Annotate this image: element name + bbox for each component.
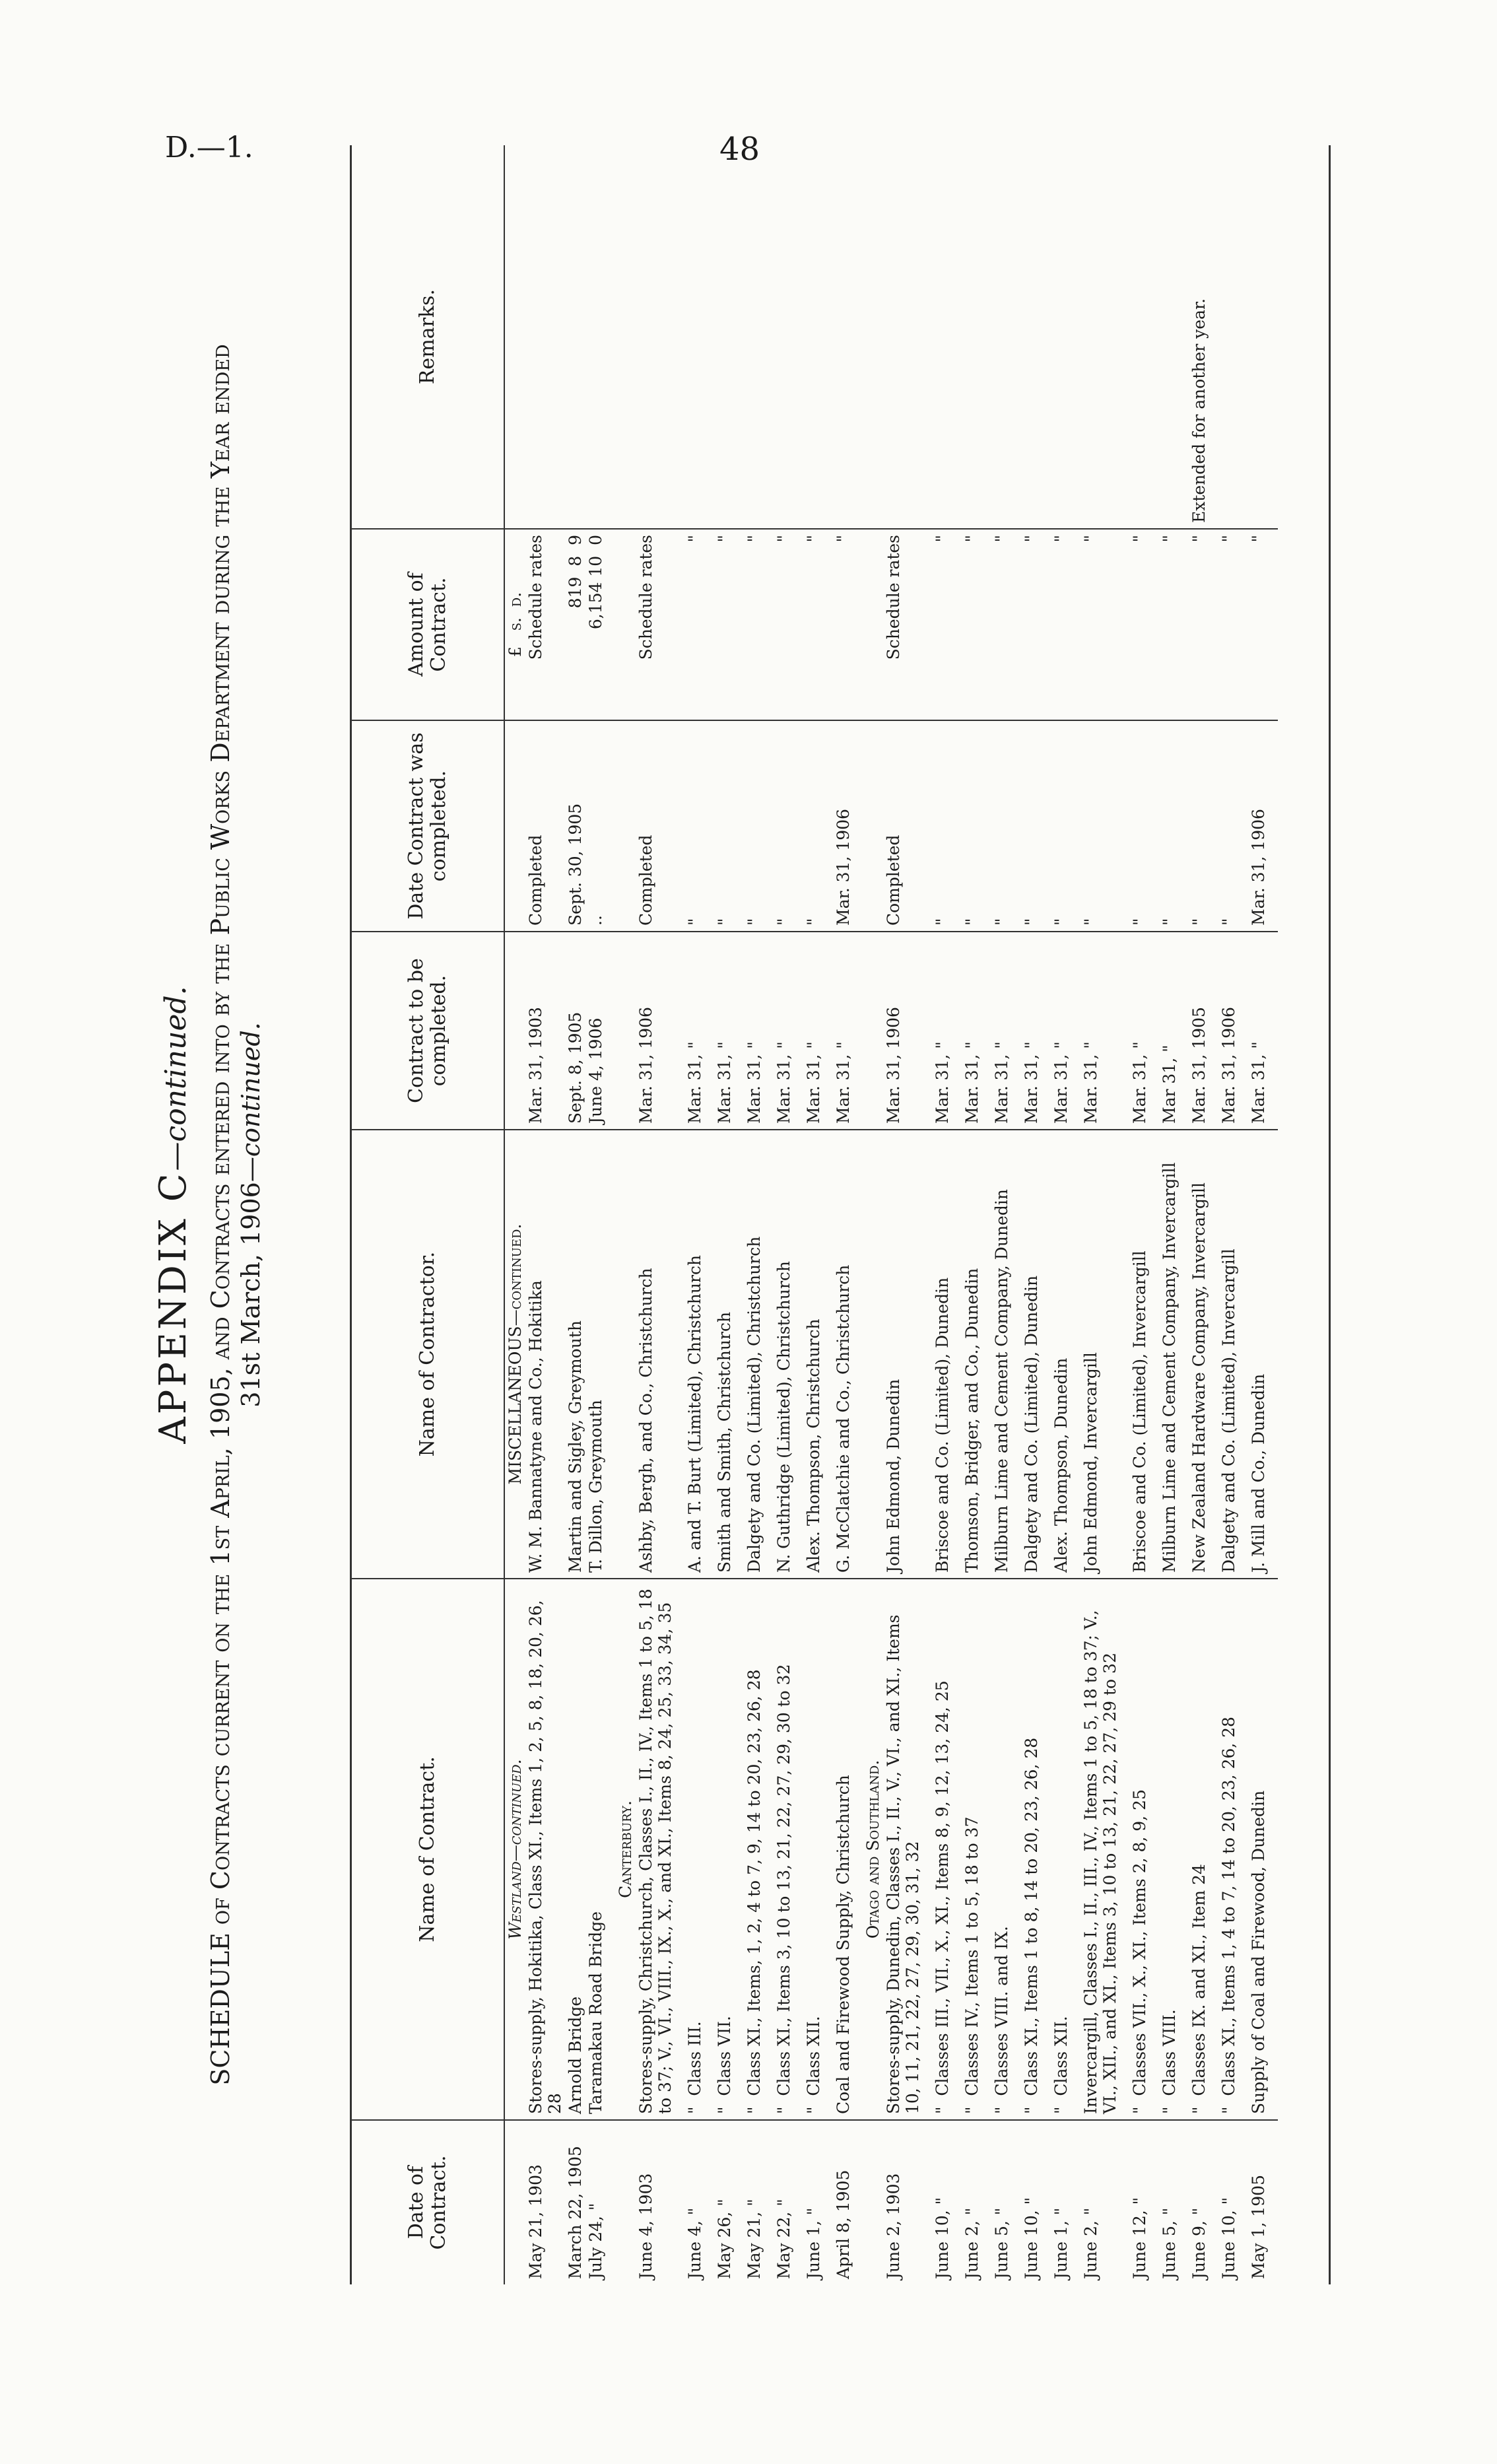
row-gap [952,145,962,2284]
cell-amount: " [1129,528,1150,720]
cell-remarks [744,145,764,528]
cell-to-be-completed: Mar. 31, " [833,931,853,1129]
table-row [883,145,923,2284]
col-amount: Amount of Contract. [352,528,504,720]
cell-contractor: Dalgety and Co. (Limited), Christchurch [744,1129,764,1578]
row-gap [735,145,744,2284]
table-body [505,145,1278,2284]
cell-was-completed: " [774,720,794,931]
cell-date: June 12, " [1129,2119,1150,2284]
cell-to-be-completed: Mar. 31, " [1081,931,1120,1129]
cell-contractor: J. Mill and Co., Dunedin [1248,1129,1269,1578]
cell-remarks [803,145,824,528]
cell-was-completed: " [1189,720,1209,931]
table-row [714,145,735,2284]
cell-remarks [962,145,982,528]
cell-amount: " [714,528,735,720]
cell-remarks [684,145,705,528]
table-row [932,145,952,2284]
table-row [1021,145,1042,2284]
cell-date: June 5, " [991,2119,1012,2284]
cell-remarks [525,145,565,528]
cell-name: " Class XII. [803,1578,824,2119]
cell-date: May 1, 1905 [1248,2119,1269,2284]
currency-header: £ s. d. [505,528,525,720]
document-code: D.—1. [165,131,253,164]
cell-remarks [714,145,735,528]
contracts-table [350,145,1331,2284]
schedule-subtitle-continued: —continued. [236,1022,265,1182]
table-row [1129,145,1150,2284]
cell-contractor: Milburn Lime and Cement Company, Invercargill [1159,1129,1180,1578]
cell-contractor: N. Guthridge (Limited), Christchurch [774,1129,794,1578]
cell-name: " Class VII. [714,1578,735,2119]
row-gap [853,145,863,2284]
cell-amount: " [744,528,764,720]
table-row [636,145,675,2284]
cell-to-be-completed: Mar. 31, " [803,931,824,1129]
cell-was-completed: Completed [636,720,675,931]
appendix-title [152,132,195,2298]
cell-was-completed: " [1021,720,1042,931]
row-gap [1120,145,1129,2284]
cell-amount: " [803,528,824,720]
cell-date: June 2, 1903 [883,2119,923,2284]
cell-date: May 21, " [744,2119,764,2284]
cell-name: Taramakau Road Bridge [585,1578,606,2119]
cell-to-be-completed: Mar. 31, 1906 [1218,931,1239,1129]
cell-amount: " [1189,528,1209,720]
cell-remarks [883,145,923,528]
table-row [525,145,565,2284]
cell-amount: " [962,528,982,720]
cell-amount: Schedule rates [883,528,923,720]
row-gap [794,145,803,2284]
section-westland: Westland—continued. [505,1578,525,2119]
rotated-sheet [152,132,1340,2298]
cell-amount: " [1051,528,1071,720]
cell-was-completed: " [1081,720,1120,931]
section-misc: MISCELLANEOUS—continued. [505,1129,525,1578]
cell-name: " Classes VIII. and IX. [991,1578,1012,2119]
cell-was-completed: " [932,720,952,931]
page-number: 48 [719,131,760,168]
table-row [684,145,705,2284]
cell-to-be-completed: Mar. 31, " [1248,931,1269,1129]
cell-was-completed: " [714,720,735,931]
cell-was-completed: " [1218,720,1239,931]
row-gap [1042,145,1051,2284]
cell-to-be-completed: Mar. 31, 1906 [636,931,675,1129]
cell-contractor: Smith and Smith, Christchurch [714,1129,735,1578]
cell-was-completed: .. [585,720,606,931]
cell-remarks: Extended for another year. [1189,298,1209,523]
cell-date: June 2, " [962,2119,982,2284]
cell-to-be-completed: Mar. 31, " [684,931,705,1129]
table-header [352,145,505,2284]
cell-name: " Class VIII. [1159,1578,1180,2119]
cell-was-completed: " [991,720,1012,931]
cell-amount: " [991,528,1012,720]
cell-name: " Classes IX. and XI., Item 24 [1189,1578,1209,2119]
cell-date: June 2, " [1081,2119,1120,2284]
cell-to-be-completed: Mar. 31, " [744,931,764,1129]
cell-date: June 10, " [1021,2119,1042,2284]
cell-contractor: Ashby, Bergh, and Co., Christchurch [636,1129,675,1578]
row-gap [1180,145,1189,2284]
cell-was-completed: Completed [883,720,923,931]
cell-was-completed: " [803,720,824,931]
cell-to-be-completed: Mar. 31, 1906 [883,931,923,1129]
cell-amount: " [1021,528,1042,720]
cell-contractor: Briscoe and Co. (Limited), Invercargill [1129,1129,1150,1578]
cell-to-be-completed: Mar. 31, " [714,931,735,1129]
title-block [152,132,330,2298]
cell-was-completed: Sept. 30, 1905 [565,720,585,931]
cell-name: " Class III. [684,1578,705,2119]
cell-was-completed: " [1051,720,1071,931]
col-remarks: Remarks. [416,289,439,385]
cell-contractor: Thomson, Bridger, and Co., Dunedin [962,1129,982,1578]
row-gap [764,145,774,2284]
cell-to-be-completed: Sept. 8, 1905 [565,931,585,1129]
row-gap [1071,145,1081,2284]
cell-was-completed: Mar. 31, 1906 [833,720,853,931]
row-gap [1209,145,1218,2284]
cell-name: Stores-supply, Christchurch, Classes I., II., IV., Items 1 to 5, 18 to 37; V., VI., VIII., IX., X., and XI., Items 8, 24, 25, 33, 34, 35 [636,1578,675,2119]
cell-was-completed: Mar. 31, 1906 [1248,720,1269,931]
row-gap [675,145,684,2284]
group-otago [883,145,1278,2284]
cell-to-be-completed: Mar. 31, " [962,931,982,1129]
cell-amount: " [1218,528,1239,720]
cell-date: March 22, 1905 [565,2119,585,2284]
cell-was-completed: Completed [525,720,565,931]
cell-contractor: Dalgety and Co. (Limited), Invercargill [1218,1129,1239,1578]
cell-remarks [991,145,1012,528]
cell-contractor: John Edmond, Dunedin [883,1129,923,1578]
row-gap [1012,145,1021,2284]
cell-amount: " [1081,528,1120,720]
section-canterbury: Canterbury. [615,1578,636,2119]
cell-contractor: Milburn Lime and Cement Company, Dunedin [991,1129,1012,1578]
row-gap [982,145,991,2284]
cell-name: " Class XI., Items 1 to 8, 14 to 20, 23, 26, 28 [1021,1578,1042,2119]
cell-to-be-completed: Mar. 31, " [1051,931,1071,1129]
appendix-continued: —continued. [159,986,193,1171]
cell-remarks [1159,145,1180,528]
cell-date: June 1, " [1051,2119,1071,2284]
cell-contractor: John Edmond, Invercargill [1081,1129,1120,1578]
row-gap [1150,145,1159,2284]
appendix-title-text: APPENDIX C [152,1171,195,1444]
cell-contractor: W. M. Bannatyne and Co., Hokitika [525,1129,565,1578]
schedule-subtitle-line1: of Contracts current on the 1st April, 1905, and Contracts entered into by the Public Works Department during the Year ended [206,344,235,1933]
cell-contractor: T. Dillon, Greymouth [585,1129,606,1578]
cell-was-completed: " [1129,720,1150,931]
col-was-completed: Date Contract was completed. [352,720,504,931]
cell-name: " Class XII. [1051,1578,1071,2119]
cell-contractor: G. McClatchie and Co., Christchurch [833,1129,853,1578]
cell-contractor: A. and T. Burt (Limited), Christchurch [684,1129,705,1578]
cell-contractor: Martin and Sigley, Greymouth [565,1129,585,1578]
cell-to-be-completed: June 4, 1906 [585,931,606,1129]
table-row [1218,145,1239,2284]
table-row [833,145,853,2284]
table-row [1248,145,1269,2284]
table-row [991,145,1012,2284]
cell-remarks [1081,145,1120,528]
cell-amount: 819 8 9 [565,528,585,720]
cell-to-be-completed: Mar. 31, 1903 [525,931,565,1129]
cell-amount: " [1159,528,1180,720]
cell-amount: " [833,528,853,720]
cell-remarks [1218,145,1239,528]
cell-amount: " [932,528,952,720]
cell-name: Stores-supply, Dunedin, Classes I., II., V., VI., and XI., Items 10, 11, 21, 22, 27, 29, 30, 31, 32 [883,1578,923,2119]
table-row [565,145,585,2284]
cell-contractor: Alex. Thompson, Christchurch [803,1129,824,1578]
cell-name: " Class XI., Items 3, 10 to 13, 21, 22, 27, 29, 30 to 32 [774,1578,794,2119]
row-gap [606,145,615,2284]
cell-remarks [565,145,585,528]
cell-amount: " [774,528,794,720]
cell-name: " Class XI., Items 1, 4 to 7, 14 to 20, 23, 26, 28 [1218,1578,1239,2119]
cell-name: Arnold Bridge [565,1578,585,2119]
cell-name: Invercargill, Classes I., II., III., IV., Items 1 to 5, 18 to 37; V., VI., XII., and XI., Items 3, 10 to 13, 21, 22, 27, 29 to 32 [1081,1578,1120,2119]
cell-date: July 24, " [585,2119,606,2284]
table-row [1189,145,1209,2284]
group-canterbury [636,145,863,2284]
row-gap [923,145,932,2284]
cell-contractor: Dalgety and Co. (Limited), Dunedin [1021,1129,1042,1578]
cell-to-be-completed: Mar 31, " [1159,931,1180,1129]
row-gap [1269,145,1278,2284]
schedule-subtitle-line2: 31st March, 1906 [236,1182,265,1408]
cell-date: June 9, " [1189,2119,1209,2284]
col-contractor: Name of Contractor. [352,1129,504,1578]
cell-remarks [636,145,675,528]
cell-amount: Schedule rates [525,528,565,720]
cell-to-be-completed: Mar. 31, " [1021,931,1042,1129]
cell-date: April 8, 1905 [833,2119,853,2284]
cell-to-be-completed: Mar. 31, 1905 [1189,931,1209,1129]
cell-was-completed: " [744,720,764,931]
cell-date: May 22, " [774,2119,794,2284]
cell-remarks [1021,145,1042,528]
col-date: Date of Contract. [352,2119,504,2284]
cell-date: June 10, " [932,2119,952,2284]
cell-name: " Classes IV., Items 1 to 5, 18 to 37 [962,1578,982,2119]
table-row [803,145,824,2284]
schedule-word: SCHEDULE [206,1933,235,2086]
cell-date: June 1, " [803,2119,824,2284]
cell-name: Supply of Coal and Firewood, Dunedin [1248,1578,1269,2119]
table-row [744,145,764,2284]
cell-was-completed: " [684,720,705,931]
row-gap [1239,145,1248,2284]
section-otago: Otago and Southland. [863,1578,883,2119]
cell-to-be-completed: Mar. 31, " [991,931,1012,1129]
cell-to-be-completed: Mar. 31, " [774,931,794,1129]
cell-remarks [932,145,952,528]
cell-remarks [1051,145,1071,528]
table-row [1159,145,1180,2284]
cell-date: June 5, " [1159,2119,1180,2284]
cell-to-be-completed: Mar. 31, " [932,931,952,1129]
cell-name: " Class XI., Items, 1, 2, 4 to 7, 9, 14 to 20, 23, 26, 28 [744,1578,764,2119]
cell-name: Stores-supply, Hokitika, Class XI., Items 1, 2, 5, 8, 18, 20, 26, 28 [525,1578,565,2119]
col-to-be-completed: Contract to be completed. [352,931,504,1129]
cell-date: June 10, " [1218,2119,1239,2284]
cell-was-completed: " [1159,720,1180,931]
table-row [1051,145,1071,2284]
section-row [505,145,525,2284]
cell-name: Coal and Firewood Supply, Christchurch [833,1578,853,2119]
table-row [1081,145,1120,2284]
row-gap [705,145,714,2284]
schedule-subtitle [205,132,266,2298]
cell-amount: " [684,528,705,720]
cell-remarks [774,145,794,528]
cell-to-be-completed: Mar. 31, " [1129,931,1150,1129]
cell-was-completed: " [962,720,982,931]
cell-name: " Classes VII., X., XI., Items 2, 8, 9, 25 [1129,1578,1150,2119]
cell-contractor: New Zealand Hardware Company, Invercargill [1189,1129,1209,1578]
group-westland [525,145,615,2284]
cell-date: May 26, " [714,2119,735,2284]
table-row [962,145,982,2284]
cell-date: May 21, 1903 [525,2119,565,2284]
cell-date: June 4, " [684,2119,705,2284]
cell-date: June 4, 1903 [636,2119,675,2284]
cell-remarks [1248,145,1269,528]
table-row [774,145,794,2284]
table-row [585,145,606,2284]
cell-amount: 6,154 10 0 [585,528,606,720]
cell-amount: Schedule rates [636,528,675,720]
cell-contractor: Briscoe and Co. (Limited), Dunedin [932,1129,952,1578]
section-row [863,145,883,2284]
cell-remarks [1129,145,1150,528]
cell-contractor: Alex. Thompson, Dunedin [1051,1129,1071,1578]
cell-remarks [833,145,853,528]
cell-name: " Classes III., VII., X., XI., Items 8, 9, 12, 13, 24, 25 [932,1578,952,2119]
section-row [615,145,636,2284]
row-gap [824,145,833,2284]
col-name-of-contract: Name of Contract. [352,1578,504,2119]
cell-remarks [585,145,606,528]
cell-amount: " [1248,528,1269,720]
